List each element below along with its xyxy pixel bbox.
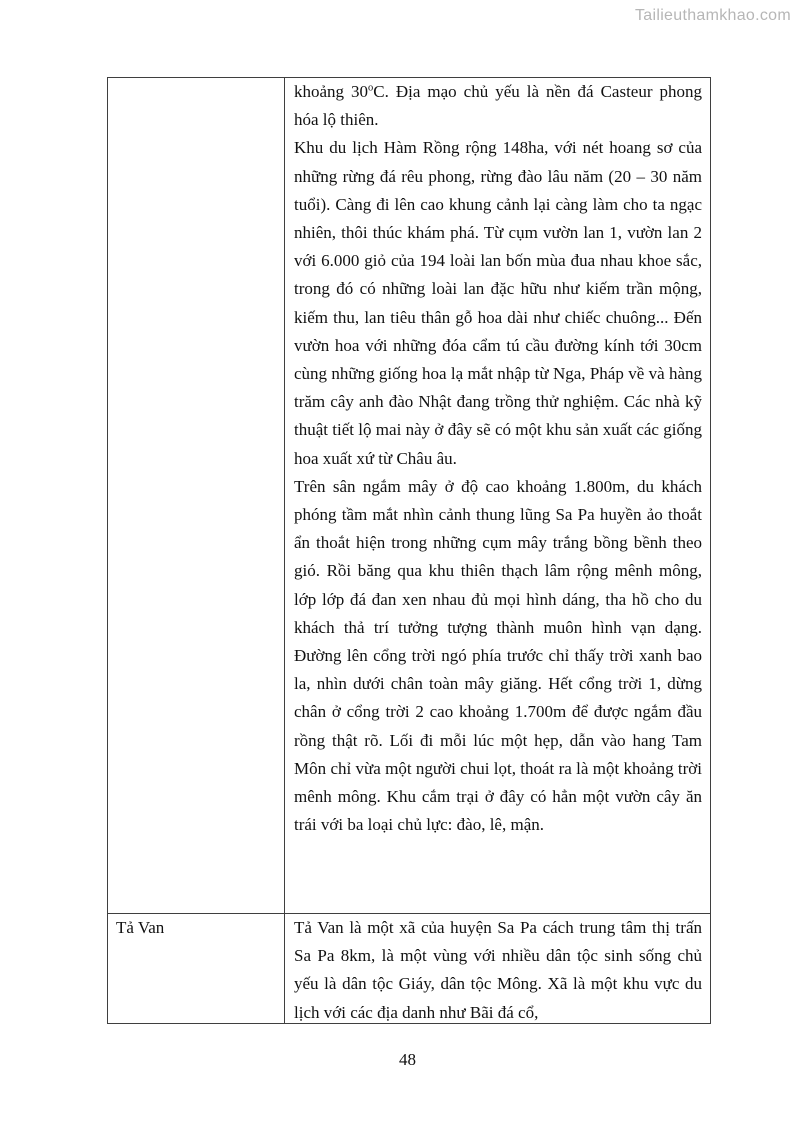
row-label-cell-empty <box>108 78 285 914</box>
table-row-ta-van <box>108 914 711 1024</box>
row-label-cell-ta-van <box>108 914 285 1024</box>
paragraph-climate-post: C. Địa mạo chủ yếu là nền đá Casteur phong hóa lộ thiên. <box>294 82 702 130</box>
content-table <box>107 77 711 1024</box>
degree-superscript: o <box>368 82 374 94</box>
row-label: Tả Van <box>116 918 165 937</box>
paragraph-ta-van: Tả Van là một xã của huyện Sa Pa cách trung tâm thị trấn Sa Pa 8km, là một vùng với nhiều dân tộc sinh sống chủ yếu là dân tộc Giáy, dân tộc Mông. Xã là một khu vực du lịch với các địa danh như Bãi đá cổ, <box>294 918 702 1022</box>
row-body-cell <box>285 78 711 914</box>
paragraph-san-ngam-may: Trên sân ngắm mây ở độ cao khoảng 1.800m, du khách phóng tầm mắt nhìn cảnh thung lũng Sa Pa huyền ảo thoắt ẩn thoắt hiện trong những cụm mây trắng bồng bềnh theo gió. Rồi băng qua khu thiên thạch lâm rộng mênh mông, lớp lớp đá đan xen nhau đủ mọi hình dáng, tha hồ cho du khách thả trí tưởng tượng thành muôn hình vạn dạng. Đường lên cổng trời ngó phía trước chỉ thấy trời xanh bao la, nhìn dưới chân toàn mây giăng. Hết cổng trời 1, dừng chân ở cổng trời 2 cao khoảng 1.700m để được ngắm đầu rồng thật rõ. Lối đi mỗi lúc một hẹp, dẫn vào hang Tam Môn chỉ vừa một người chui lọt, thoát ra là một khoảng trời mênh mông. Khu cắm trại ở đây có hẳn một vườn cây ăn trái với ba loại chủ lực: đào, lê, mận. <box>294 476 702 835</box>
table-row-ham-rong <box>108 78 711 914</box>
paragraph-climate <box>294 78 702 134</box>
paragraph-ham-rong: Khu du lịch Hàm Rồng rộng 148ha, với nét hoang sơ của những rừng đá rêu phong, rừng đào lâu năm (20 – 30 năm tuổi). Càng đi lên cao khung cảnh lại càng làm cho ta ngạc nhiên, thôi thúc khám phá. Từ cụm vườn lan 1, vườn lan 2 với 6.000 giỏ của 194 loài lan bốn mùa đua nhau khoe sắc, trong đó có những loài lan đặc hữu như kiếm trần mộng, kiếm thu, lan tiêu thân gỗ hoa dài như chiếc chuông... Đến vườn hoa với những đóa cẩm tú cầu đường kính tới 30cm cùng những giống hoa lạ mắt nhập từ Nga, Pháp về và hàng trăm cây anh đào Nhật đang trồng thử nghiệm. Các nhà kỹ thuật tiết lộ mai này ở đây sẽ có một khu sản xuất các giống hoa xuất xứ từ Châu âu. <box>294 138 702 468</box>
watermark-text: Tailieuthamkhao.com <box>635 7 791 24</box>
page-number: 48 <box>399 1050 416 1069</box>
row-body-cell <box>285 914 711 1024</box>
paragraph-climate-pre: khoảng 30 <box>294 82 369 101</box>
